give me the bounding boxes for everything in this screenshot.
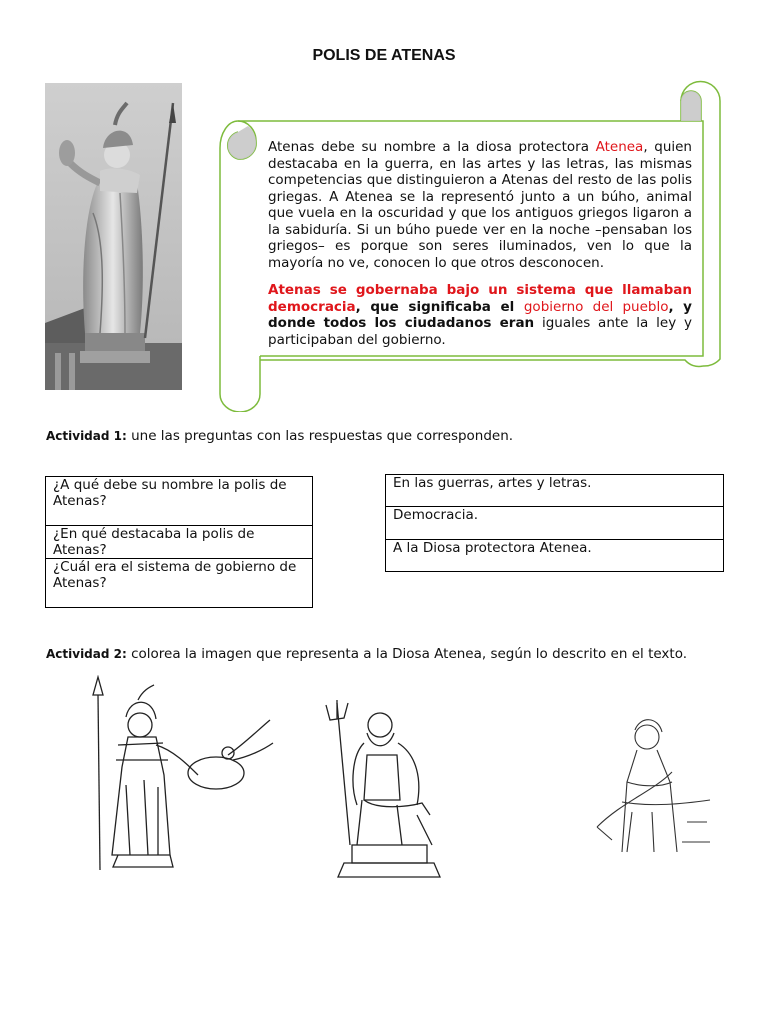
artemis-coloring-figure[interactable] [592,712,717,862]
activity-1-instruction [46,428,513,444]
poseidon-coloring-figure[interactable] [322,695,457,880]
answer-cell[interactable]: Democracia. [386,507,724,540]
government-of-people: gobierno del pueblo [523,298,669,315]
answer-cell[interactable]: A la Diosa protectora Atenea. [386,540,724,572]
answer-cell[interactable]: En las guerras, artes y letras. [386,475,724,507]
page-title: POLIS DE ATENAS [312,47,456,64]
intro-text-end: , quien destacaba en la guerra, en las artes y las letras, las mismas competencias que distinguieron a Atenas del resto de las polis griegas. A Atenea se la representó junto a un búho, animal que vuela en la oscuridad y que los antiguos griegos ligaron a la sabiduría. Si un búho puede ver en la noche –pensaban los griegos– es porque son seres iluminados, ven lo que la mayoría no ve, conocen lo que otros desconocen. [268,139,692,271]
athena-name: Atenea [595,139,644,155]
activity-1-text: une las preguntas con las respuestas que corresponden. [126,428,514,444]
government-rest: iguales ante la ley y participaban del gobierno. [268,315,692,348]
questions-table [45,476,313,608]
question-cell[interactable]: ¿Cuál era el sistema de gobierno de Atenas? [46,559,313,608]
activity-2-instruction [46,646,687,662]
athena-statue-photo [45,83,182,390]
question-cell[interactable]: ¿En qué destacaba la polis de Atenas? [46,526,313,559]
activity-1-label: Actividad 1: [46,429,127,443]
scroll-text [268,139,692,359]
activity-2-label: Actividad 2: [46,647,127,661]
government-paragraph [268,282,692,348]
intro-text-start: Atenas debe su nombre a la diosa protectora [268,139,596,155]
answers-table [385,474,724,572]
question-cell[interactable]: ¿A qué debe su nombre la polis de Atenas? [46,477,313,526]
government-bold-1: , que significaba el [355,298,524,315]
athena-coloring-figure[interactable] [88,675,278,875]
activity-2-text: colorea la imagen que representa a la Diosa Atenea, según lo descrito en el texto. [126,646,688,662]
intro-paragraph [268,139,692,271]
democracy-statement: Atenas se gobernaba bajo un sistema que llamaban democracia [268,282,692,315]
government-bold-2: , y donde todos los ciudadanos eran [268,298,692,331]
